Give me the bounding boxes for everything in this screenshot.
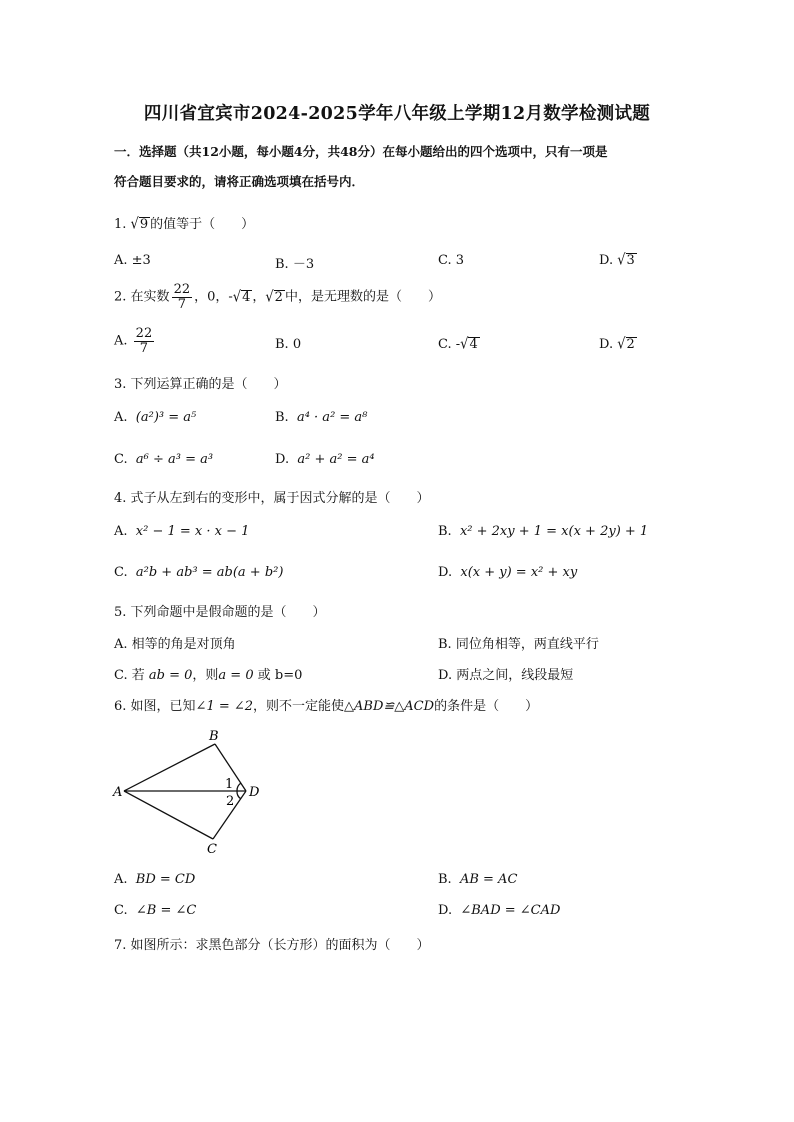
question-6	[114, 695, 538, 714]
option-expression: x(x + y) = x² + xy	[460, 565, 578, 580]
question-4: 4. 式子从左到右的变形中，属于因式分解的是（ ）	[114, 491, 430, 506]
question-1-text: 的值等于（ ）	[150, 217, 255, 232]
option-expression: a = 0	[218, 668, 254, 683]
section-heading-line-1: 一．选择题（共12小题，每小题4分，共48分）在每小题给出的四个选项中，只有一项是	[114, 144, 608, 159]
q2-option-d	[599, 337, 637, 352]
q4-option-a	[114, 524, 249, 539]
q4-option-c	[114, 565, 283, 580]
q6-option-b	[438, 872, 517, 887]
question-6-condition: ∠1 = ∠2	[195, 699, 254, 714]
question-2-radicand-2: 2	[274, 289, 283, 305]
q1-option-d-radicand: 3	[626, 253, 635, 268]
fraction-denominator: 7	[177, 296, 186, 312]
question-2-pre: 在实数	[130, 289, 170, 305]
q6-option-c	[114, 903, 196, 918]
option-label: C. 若	[114, 668, 145, 683]
option-expression: (a²)³ = a⁵	[135, 410, 197, 425]
option-label: A.	[114, 410, 128, 425]
label-c: C	[207, 842, 217, 857]
question-2-number: 2.	[114, 289, 127, 305]
question-2-mid1: ，0，-	[194, 289, 233, 305]
question-6-pre: 6. 如图，已知	[114, 699, 196, 714]
radical-sign: √	[460, 335, 469, 354]
radical-sign: √	[617, 251, 626, 270]
radical-sign: √	[130, 215, 139, 234]
angle-2-arc	[237, 791, 241, 799]
q1-option-c: C. 3	[438, 253, 465, 268]
question-2-post: 中，是无理数的是（ ）	[284, 289, 441, 305]
radical-sign: √	[265, 288, 274, 306]
fraction-numerator: 22	[173, 282, 191, 297]
radical-sign: √	[232, 288, 242, 306]
q2-option-d-radicand: 2	[626, 337, 635, 352]
option-label: D.	[438, 565, 453, 580]
q2-option-d-label: D.	[599, 337, 614, 352]
q2-option-a-label: A.	[114, 333, 128, 349]
fraction-22-7	[172, 283, 193, 311]
option-expression: x² − 1 = x · x − 1	[135, 524, 250, 539]
option-label: C.	[114, 903, 128, 918]
segment-cd	[213, 791, 246, 839]
label-b: B	[209, 729, 219, 744]
q2-option-a-fraction	[134, 327, 155, 355]
question-6-mid: ，则不一定能使	[253, 699, 345, 714]
question-1-number: 1.	[114, 217, 127, 232]
q2-option-c-label: C. -	[438, 337, 461, 352]
q1-option-d	[599, 253, 637, 268]
label-d: D	[249, 785, 260, 800]
fraction-denominator: 7	[139, 340, 149, 356]
option-text: 或 b=0	[253, 668, 303, 683]
option-expression: a⁶ ÷ a³ = a³	[135, 452, 214, 467]
option-expression: ab = 0	[148, 668, 193, 683]
option-label: B.	[438, 524, 452, 539]
q5-option-a: A. 相等的角是对顶角	[114, 637, 236, 652]
angle-1-arc	[237, 783, 241, 791]
option-label: C.	[114, 452, 128, 467]
option-expression: a⁴ · a² = a⁸	[296, 410, 368, 425]
q1-option-d-label: D.	[599, 253, 614, 268]
label-angle-2: 2	[226, 794, 235, 809]
q3-option-d	[275, 452, 375, 467]
option-expression: a² + a² = a⁴	[297, 452, 375, 467]
option-expression: ∠BAD = ∠CAD	[460, 903, 561, 918]
q4-option-d	[438, 565, 577, 580]
q6-option-d	[438, 903, 560, 918]
option-expression: a²b + ab³ = ab(a + b²)	[135, 565, 284, 580]
segment-bd	[215, 744, 246, 791]
q3-option-b	[275, 410, 367, 425]
option-label: D.	[275, 452, 290, 467]
option-expression: BD = CD	[135, 872, 196, 887]
radical-sign: √	[617, 335, 626, 354]
question-1	[114, 213, 254, 232]
q5-option-c	[114, 664, 302, 683]
q2-option-b: B. 0	[275, 337, 302, 352]
q5-option-b: B. 同位角相等，两直线平行	[438, 637, 599, 652]
q2-option-c	[438, 337, 480, 352]
option-label: C.	[114, 565, 128, 580]
option-text: ，则	[192, 668, 219, 683]
q2-option-c-radicand: 4	[469, 337, 478, 352]
option-label: A.	[114, 524, 128, 539]
q4-option-b	[438, 524, 648, 539]
option-label: D.	[438, 903, 453, 918]
q2-option-a	[114, 327, 156, 355]
option-expression: x² + 2xy + 1 = x(x + 2y) + 1	[459, 524, 649, 539]
question-2-mid2: ，	[252, 289, 266, 305]
option-expression: AB = AC	[459, 872, 518, 887]
option-label: A.	[114, 872, 128, 887]
question-6-triangles: △ABD≌△ACD	[344, 699, 435, 714]
q3-option-c	[114, 452, 213, 467]
question-3: 3. 下列运算正确的是（ ）	[114, 377, 287, 392]
page-title: 四川省宜宾市2024-2025学年八年级上学期12月数学检测试题	[143, 104, 651, 124]
segment-ab	[124, 744, 215, 791]
segment-ac	[124, 791, 213, 839]
q3-option-a	[114, 410, 196, 425]
q6-option-a	[114, 872, 195, 887]
question-2	[114, 283, 441, 311]
question-5: 5. 下列命题中是假命题的是（ ）	[114, 605, 326, 620]
q1-option-b: B. －3	[275, 257, 315, 272]
fraction-numerator: 22	[135, 326, 153, 341]
question-2-radicand-1: 4	[242, 289, 251, 305]
label-a: A	[113, 785, 123, 800]
question-6-post: 的条件是（ ）	[434, 699, 539, 714]
section-heading-line-2: 符合题目要求的，请将正确选项填在括号内．	[114, 174, 365, 189]
option-label: B.	[275, 410, 289, 425]
option-label: B.	[438, 872, 452, 887]
question-7: 7. 如图所示：求黑色部分（长方形）的面积为（ ）	[114, 938, 430, 953]
question-1-radicand: 9	[139, 217, 149, 232]
label-angle-1: 1	[225, 777, 234, 792]
q5-option-d: D. 两点之间，线段最短	[438, 668, 574, 683]
q1-option-a: A. ±3	[114, 253, 151, 268]
option-expression: ∠B = ∠C	[135, 903, 197, 918]
